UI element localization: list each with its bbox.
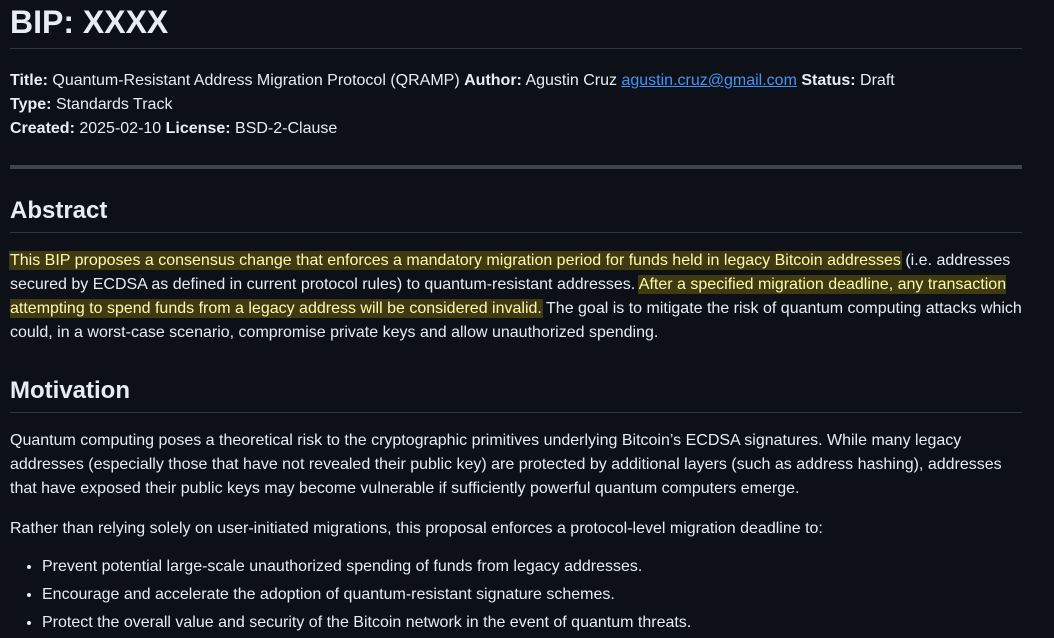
abstract-highlight-1: This BIP proposes a consensus change that enforces a mandatory migration period for funds held in legacy Bitcoin addresses	[10, 252, 901, 269]
abstract-text-2: The goal is to mitigate the risk of quantum computing attacks which could, in a worst-case scenario, compromise private keys and allow unauthorized spending.	[10, 300, 1022, 341]
list-item: • Encourage and accelerate the adoption of quantum-resistant signature schemes.	[42, 583, 1022, 607]
license-label: License:	[165, 120, 231, 137]
title-value: Quantum-Resistant Address Migration Protocol (QRAMP)	[52, 72, 460, 89]
abstract-highlight-2: After a specified migration deadline, any transaction attempting to spend funds from a legacy address will be considered invalid.	[10, 276, 1007, 317]
abstract-heading: Abstract	[10, 195, 1022, 233]
bip-metadata	[10, 69, 1022, 141]
motivation-paragraph-1: Quantum computing poses a theoretical risk to the cryptographic primitives underlying Bitcoin’s ECDSA signatures. While many legacy addresses (especially those that have not revealed their public key) are protected by additional layers (such as address hashing), addresses that have exposed their public keys may become vulnerable if sufficiently powerful quantum computers emerge.	[10, 432, 1002, 497]
section-divider	[10, 165, 1022, 169]
title-label: Title:	[10, 72, 48, 89]
abstract-text-1: (i.e. addresses secured by ECDSA as defined in current protocol rules) to quantum-resistant addresses.	[10, 252, 1011, 293]
motivation-heading: Motivation	[10, 375, 1022, 413]
author-name: Agustin Cruz	[525, 72, 618, 89]
type-label: Type:	[10, 96, 52, 113]
motivation-paragraph-2: Rather than relying solely on user-initiated migrations, this proposal enforces a protocol-level migration deadline to:	[10, 520, 823, 537]
list-item: • Protect the overall value and security of the Bitcoin network in the event of quantum threats.	[42, 611, 1022, 635]
abstract-paragraph	[10, 249, 1022, 345]
author-email-link[interactable]: agustin.cruz@gmail.com	[621, 72, 797, 89]
author-label: Author:	[464, 72, 522, 89]
created-value: 2025-02-10	[79, 120, 162, 137]
license-value: BSD-2-Clause	[235, 120, 338, 137]
meta-line-1	[10, 69, 1022, 93]
page-title: BIP: XXXX	[10, 0, 1022, 49]
type-value: Standards Track	[55, 96, 173, 113]
created-label: Created:	[10, 120, 75, 137]
meta-line-3	[10, 117, 1022, 141]
list-item: • Prevent potential large-scale unauthorized spending of funds from legacy addresses.	[42, 555, 1022, 579]
motivation-list	[10, 555, 1022, 635]
meta-line-2	[10, 93, 1022, 117]
status-label: Status:	[801, 72, 856, 89]
status-value: Draft	[860, 72, 895, 89]
